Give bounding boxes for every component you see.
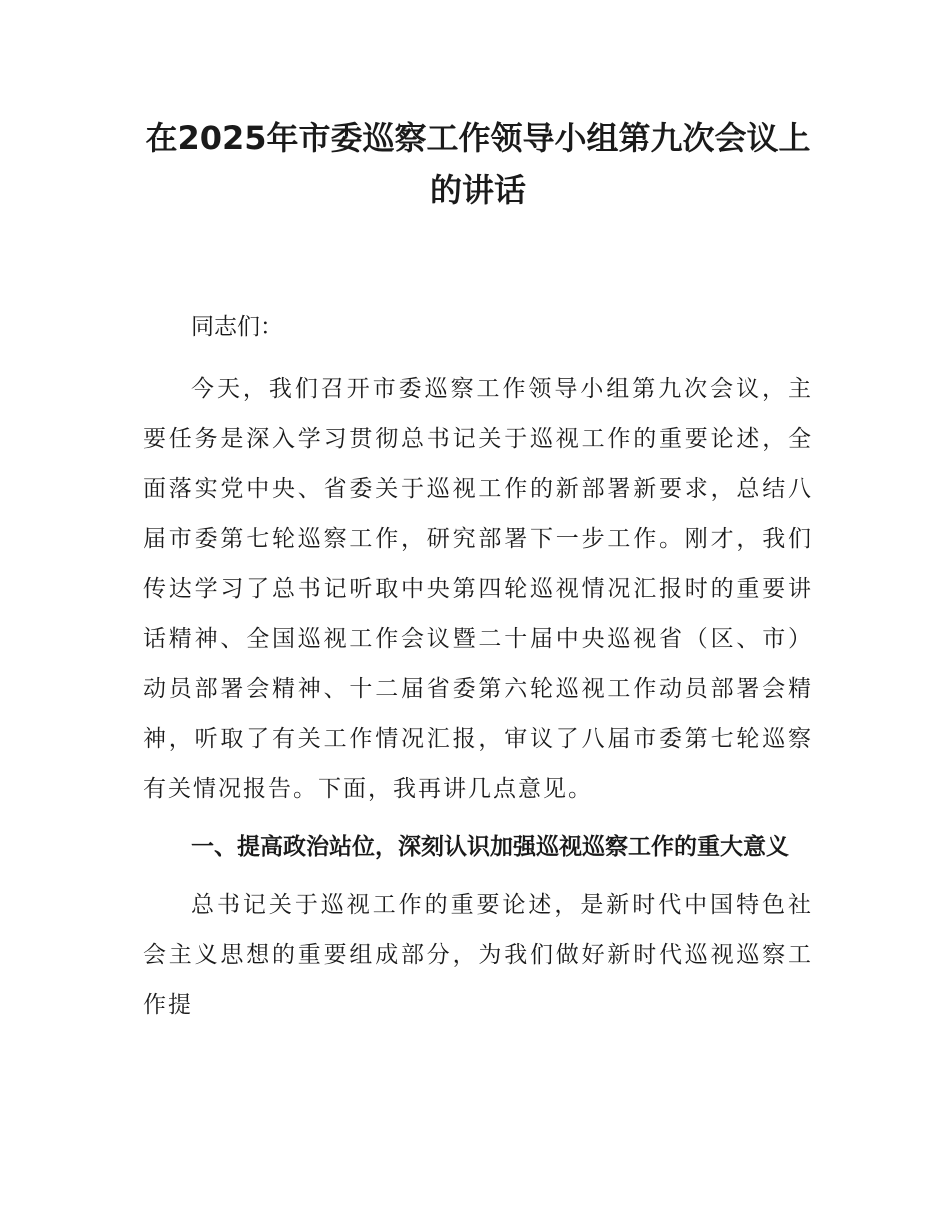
section-heading: 一、提高政治站位，深刻认识加强巡视巡察工作的重大意义 [191,834,789,860]
intro-paragraph: 今天，我们召开市委巡察工作领导小组第九次会议，主要任务是深入学习贯彻总书记关于巡视工作的重要论述，全面落实党中央、省委关于巡视工作的新部署新要求，总结八届市委第七轮巡察工作，研究部署下一步工作。刚才，我们传达学习了总书记听取中央第四轮巡视情况汇报时的重要讲话精神、全国巡视工作会议暨二十届中央巡视省（区、市）动员部署会精神、十二届省委第六轮巡视工作动员部署会精神，听取了有关工作情况汇报，审议了八届市委第七轮巡察有关情况报告。下面，我再讲几点意见。 [143,376,813,802]
document-page [143,112,813,1018]
document-title: 在2025年市委巡察工作领导小组第九次会议上的讲话 [145,119,811,209]
salutation: 同志们： [191,314,283,340]
document-body [143,364,813,1030]
section-paragraph: 总书记关于巡视工作的重要论述，是新时代中国特色社会主义思想的重要组成部分，为我们做好新时代巡视巡察工作提 [143,892,813,1018]
